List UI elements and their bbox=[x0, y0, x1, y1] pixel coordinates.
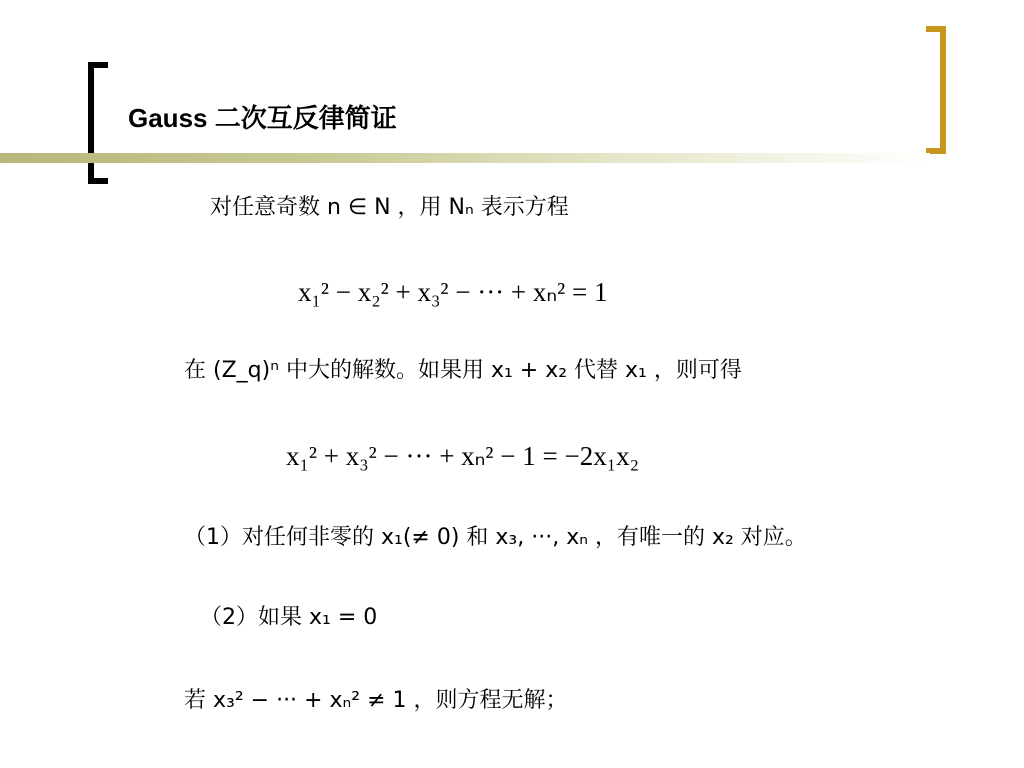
case-2-line: （2）如果 x₁ = 0 bbox=[200, 605, 378, 630]
right-bracket-decoration bbox=[926, 26, 946, 154]
statement-line-2: 在 (Z_q)ⁿ 中大的解数。如果用 x₁ + x₂ 代替 x₁ ，则可得 bbox=[184, 358, 742, 383]
case-1-line: （1）对任何非零的 x₁(≠ 0) 和 x₃, ···, xₙ ，有唯一的 x₂ 对应。 bbox=[184, 525, 807, 550]
slide-title: Gauss 二次互反律简证 bbox=[128, 103, 397, 133]
statement-line-1: 对任意奇数 n ∈ N ，用 Nₙ 表示方程 bbox=[210, 195, 569, 220]
no-solution-line: 若 x₃² − ··· + xₙ² ≠ 1 ，则方程无解； bbox=[184, 688, 568, 713]
equation-2: x₁² + x₃² − ··· + xₙ² − 1 = −2x₁x₂ bbox=[286, 441, 640, 471]
left-bracket-decoration bbox=[88, 62, 108, 184]
equation-1: x₁² − x₂² + x₃² − ··· + xₙ² = 1 bbox=[298, 277, 608, 307]
title-underline-bar bbox=[0, 153, 930, 163]
